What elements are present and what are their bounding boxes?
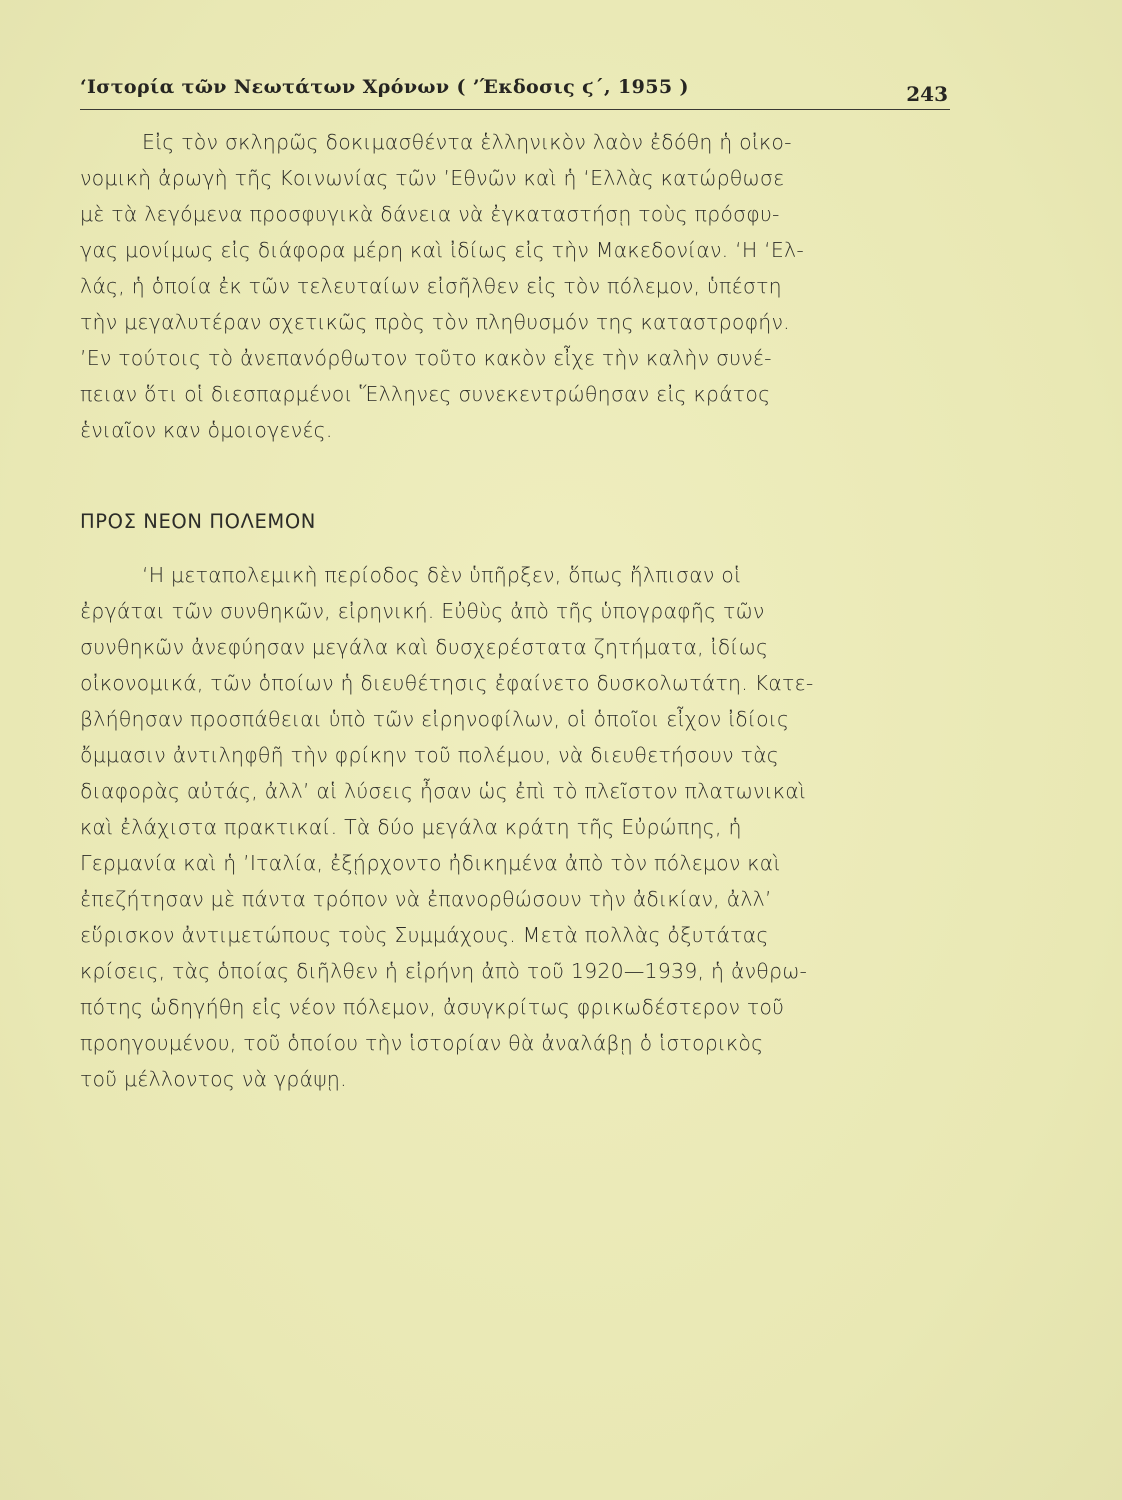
text-line: προηγουμένου, τοῦ ὁποίου τὴν ἱστορίαν θὰ ἀναλάβῃ ὁ ἱστορικὸς bbox=[80, 1031, 764, 1055]
running-header bbox=[80, 76, 950, 116]
page-number: 243 bbox=[906, 82, 948, 106]
text-line: γας μονίμως εἰς διάφορα μέρη καὶ ἰδίως εἰς τὴν Μακεδονίαν. ‘Η ‘Ελ- bbox=[80, 238, 804, 262]
text-line: οἰκονομικά, τῶν ὁποίων ἡ διευθέτησις ἐφαίνετο δυσκολωτάτη. Κατε- bbox=[80, 671, 814, 695]
text-line: καὶ ἐλάχιστα πρακτικαί. Τὰ δύο μεγάλα κράτη τῆς Εὐρώπης, ἡ bbox=[80, 815, 742, 839]
text-line: κρίσεις, τὰς ὁποίας διῆλθεν ἡ εἰρήνη ἀπὸ τοῦ 1920—1939, ἡ ἀνθρω- bbox=[80, 959, 808, 983]
text-line: πειαν ὅτι οἱ διεσπαρμένοι Ἕλληνες συνεκεντρώθησαν εἰς κράτος bbox=[80, 382, 771, 406]
text-line: διαφορὰς αὐτάς, ἀλλ’ αἱ λύσεις ἦσαν ὡς ἐπὶ τὸ πλεῖστον πλατωνικαὶ bbox=[80, 779, 807, 803]
text-line: τοῦ μέλλοντος νὰ γράψῃ. bbox=[80, 1067, 347, 1091]
paragraph-interwar-period bbox=[80, 563, 940, 1103]
text-line: νομικὴ ἀρωγὴ τῆς Κοινωνίας τῶν ’Εθνῶν καὶ ἡ ‘Ελλὰς κατώρθωσε bbox=[80, 166, 785, 190]
text-line: λάς, ἡ ὁποία ἐκ τῶν τελευταίων εἰσῆλθεν εἰς τὸν πόλεμον, ὑπέστη bbox=[80, 274, 782, 298]
text-line: ἐπεζήτησαν μὲ πάντα τρόπον νὰ ἐπανορθώσουν τὴν ἀδικίαν, ἀλλ’ bbox=[80, 887, 772, 911]
text-line: πότης ὡδηγήθη εἰς νέον πόλεμον, ἀσυγκρίτως φρικωδέστερον τοῦ bbox=[80, 995, 785, 1019]
text-line: εὕρισκον ἀντιμετώπους τοὺς Συμμάχους. Μετὰ πολλὰς ὀξυτάτας bbox=[80, 923, 769, 947]
text-line: ‘Η μεταπολεμικὴ περίοδος δὲν ὑπῆρξεν, ὅπως ἤλπισαν οἱ bbox=[142, 563, 742, 587]
header-rule bbox=[80, 109, 950, 110]
text-line: ’Εν τούτοις τὸ ἀνεπανόρθωτον τοῦτο κακὸν εἶχε τὴν καλὴν συνέ- bbox=[80, 346, 772, 370]
text-line: Εἰς τὸν σκληρῶς δοκιμασθέντα ἑλληνικὸν λαὸν ἐδόθη ἡ οἰκο- bbox=[142, 130, 792, 154]
text-line: βλήθησαν προσπάθειαι ὑπὸ τῶν εἰρηνοφίλων, οἱ ὁποῖοι εἶχον ἰδίοις bbox=[80, 707, 790, 731]
text-line: τὴν μεγαλυτέραν σχετικῶς πρὸς τὸν πληθυσμόν της καταστροφήν. bbox=[80, 310, 790, 334]
running-title: ‘Ιστορία τῶν Νεωτάτων Χρόνων ( ’Έκδοσις ϛ΄, 1955 ) bbox=[80, 76, 689, 98]
section-heading: ΠΡΟΣ ΝΕΟΝ ΠΟΛΕΜΟΝ bbox=[80, 510, 316, 533]
text-line: συνθηκῶν ἀνεφύησαν μεγάλα καὶ δυσχερέστατα ζητήματα, ἰδίως bbox=[80, 635, 769, 659]
text-line: μὲ τὰ λεγόμενα προσφυγικὰ δάνεια νὰ ἐγκαταστήσῃ τοὺς πρόσφυ- bbox=[80, 202, 780, 226]
text-line: ἑνιαῖον καν ὁμοιογενές. bbox=[80, 418, 333, 442]
paragraph-aid-to-greece bbox=[80, 130, 940, 470]
text-line: ὄμμασιν ἀντιληφθῆ τὴν φρίκην τοῦ πολέμου, νὰ διευθετήσουν τὰς bbox=[80, 743, 780, 767]
text-line: ἐργάται τῶν συνθηκῶν, εἰρηνική. Εὐθὺς ἀπὸ τῆς ὑπογραφῆς τῶν bbox=[80, 599, 765, 623]
text-line: Γερμανία καὶ ἡ ’Ιταλία, ἐξῄρχοντο ἠδικημένα ἀπὸ τὸν πόλεμον καὶ bbox=[80, 851, 781, 875]
